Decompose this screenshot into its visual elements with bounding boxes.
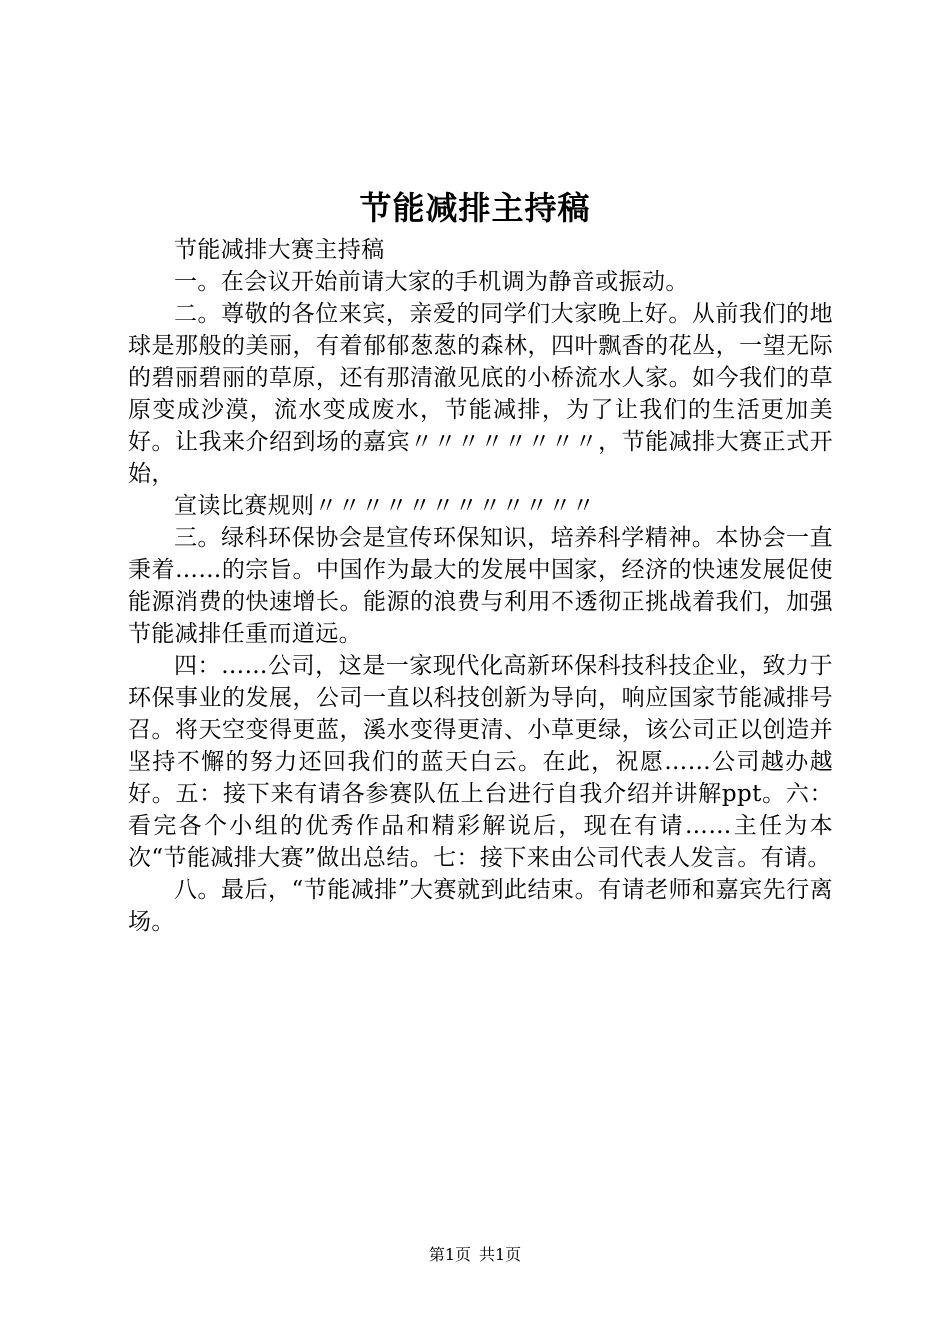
paragraph-1: 一。在会议开始前请大家的手机调为静音或振动。 [174,269,689,295]
paragraph-rules: 宣读比赛规则〃〃〃〃〃〃〃〃〃〃〃〃 [174,493,596,519]
page-number-total: 共1页 [479,1245,522,1264]
paragraph-subtitle: 节能减排大赛主持稿 [174,237,385,263]
paragraph-8: 八。最后，“节能减排”大赛就到此结束。有请老师和嘉宾先行离场。 [128,877,833,935]
document-body [128,234,833,938]
page-number-current: 第1页 [428,1245,471,1264]
document-title: 节能减排主持稿 [359,189,591,227]
paragraph-2: 二。尊敬的各位来宾，亲爱的同学们大家晚上好。从前我们的地球是那般的美丽，有着郁郁葱葱的森林，四叶飘香的花丛，一望无际的碧丽碧丽的草原，还有那清澈见底的小桥流水人家。如今我们的草原变成沙漠，流水变成废水，节能减排，为了让我们的生活更加美好。让我来介绍到场的嘉宾〃〃〃〃〃〃〃〃，节能减排大赛正式开始， [128,301,833,487]
page-footer [0,1245,950,1265]
paragraph-3: 三。绿科环保协会是宣传环保知识，培养科学精神。本协会一直秉着……的宗旨。中国作为最大的发展中国家，经济的快速发展促使能源消费的快速增长。能源的浪费与利用不透彻正挑战着我们，加强节能减排任重而道远。 [128,525,833,647]
paragraph-4: 四：……公司，这是一家现代化高新环保科技科技企业，致力于环保事业的发展，公司一直以科技创新为导向，响应国家节能减排号召。将天空变得更蓝，溪水变得更清、小草更绿，该公司正以创造并坚持不懈的努力还回我们的蓝天白云。在此，祝愿……公司越办越好。五：接下来有请各参赛队伍上台进行自我介绍并讲解ppt。六：看完各个小组的优秀作品和精彩解说后，现在有请……主任为本次“节能减排大赛”做出总结。七：接下来由公司代表人发言。有请。 [128,653,833,871]
